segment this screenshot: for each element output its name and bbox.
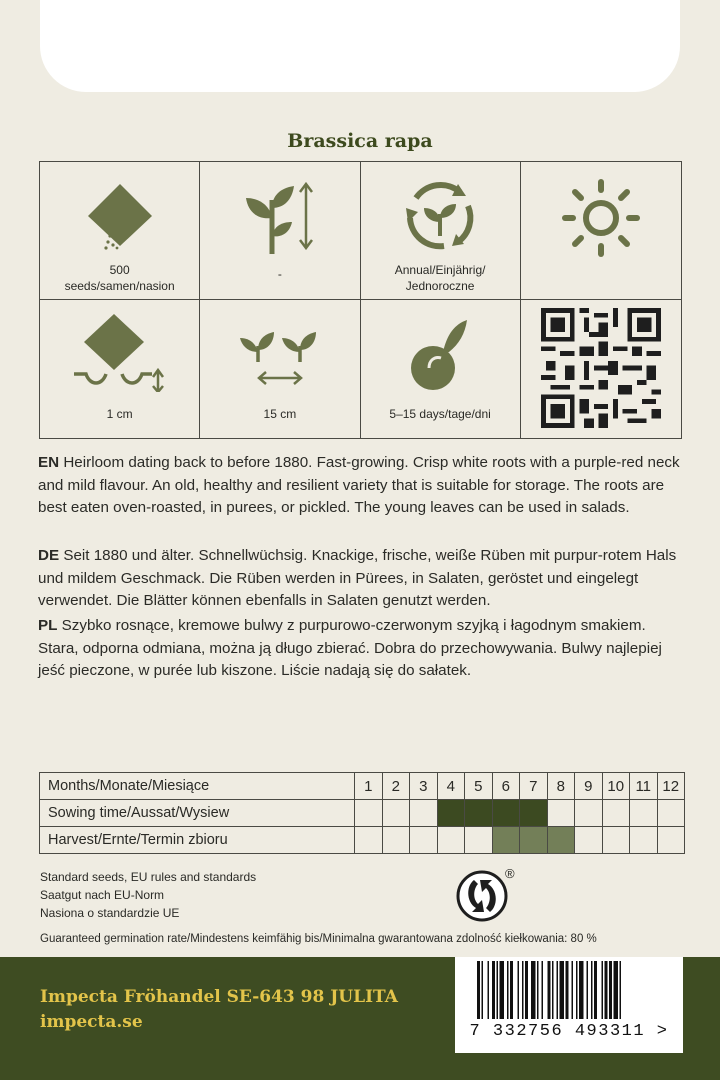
sowing-cell [602, 800, 630, 827]
plant-spacing-cell [200, 300, 360, 438]
harvest-cell [355, 827, 383, 854]
sowing-depth-icon [72, 312, 168, 392]
plant-height-caption: - [277, 267, 282, 281]
lang-code-en: EN [38, 454, 60, 471]
lang-code-de: DE [38, 547, 60, 564]
harvest-cell-active [492, 827, 520, 854]
description-de [38, 545, 688, 613]
sowing-depth-caption: 1 cm [106, 407, 133, 421]
hang-tab-cutout [40, 0, 680, 92]
full-sun-icon [561, 178, 641, 258]
description-pl [38, 615, 688, 683]
harvest-cell [630, 827, 658, 854]
sowing-cell [410, 800, 438, 827]
month-7: 7 [520, 773, 548, 800]
life-cycle-cell [361, 162, 521, 300]
seed-packet-icon [80, 184, 160, 254]
germination-sprout-icon [405, 316, 475, 392]
icon-grid [39, 161, 682, 439]
description-en [38, 452, 688, 520]
sowing-cell [575, 800, 603, 827]
month-5: 5 [465, 773, 493, 800]
plant-height-cell [200, 162, 360, 300]
standard-line-en: Standard seeds, EU rules and standards [40, 870, 257, 884]
barcode-number: 7 332756 493311 > [469, 1022, 669, 1041]
harvest-cell [465, 827, 493, 854]
description-de-text: Seit 1880 und älter. Schnellwüchsig. Knackige, frische, weiße Rüben mit purpur-rotem Hals und mildem Geschmack. Die Rüben werden in Pürees, in Salaten, geröstet und eingelegt verwendet. Die Blätter können ebenfalls in Salaten genutzt werden. [38, 547, 677, 609]
company-name: Impecta Fröhandel SE-643 98 JULITA [40, 987, 398, 1007]
sowing-cell [630, 800, 658, 827]
sowing-cell-active [520, 800, 548, 827]
description-pl-text: Szybko rosnące, kremowe bulwy z purpurowo-czerwonym szyjką i łagodnym smakiem. Stara, odporna odmiana, można ją długo zbierać. Dobra do przechowywania. Bulwy najlepiej jeść pieczone, w purée lub kiszone. Liście nadają się do sałatek. [38, 617, 662, 679]
sun-cell [521, 162, 681, 300]
plant-height-icon [240, 180, 320, 254]
qr-cell [521, 300, 681, 438]
month-9: 9 [575, 773, 603, 800]
harvest-cell [602, 827, 630, 854]
registered-mark: ® [505, 866, 515, 881]
germination-cell [361, 300, 521, 438]
annual-cycle-icon [402, 178, 478, 254]
calendar-header-label: Months/Monate/Miesiące [40, 773, 355, 800]
harvest-cell-active [520, 827, 548, 854]
harvest-cell [382, 827, 410, 854]
harvest-cell [410, 827, 438, 854]
qr-code-icon [541, 308, 661, 428]
month-8: 8 [547, 773, 575, 800]
sowing-cell [355, 800, 383, 827]
company-website: impecta.se [40, 1012, 143, 1032]
species-name: Brassica rapa [287, 130, 433, 152]
sowing-cell [547, 800, 575, 827]
description-en-text: Heirloom dating back to before 1880. Fast-growing. Crisp white roots with a purple-red neck and mild flavour. An old, healthy and resilient variety that is suitable for storage. The roots are best eaten oven-roasted, in purees, or pickled. The young leaves can be used in salads. [38, 454, 680, 516]
germination-rate: Guaranteed germination rate/Mindestens keimfähig bis/Minimalna gwarantowana zdolność kiełkowania: 80 % [40, 933, 597, 945]
lang-code-pl: PL [38, 617, 58, 634]
month-11: 11 [630, 773, 658, 800]
barcode [455, 957, 683, 1053]
standard-line-pl: Nasiona o standardzie UE [40, 906, 180, 920]
sowing-row-label: Sowing time/Aussat/Wysiew [40, 800, 355, 827]
germination-caption: 5–15 days/tage/dni [389, 407, 491, 421]
seed-count-cell [40, 162, 200, 300]
standard-line-de: Saatgut nach EU-Norm [40, 888, 165, 902]
plant-spacing-icon [238, 328, 322, 388]
sowing-cell-active [437, 800, 465, 827]
harvest-cell [437, 827, 465, 854]
month-1: 1 [355, 773, 383, 800]
company-address [40, 985, 398, 1035]
calendar-header-row [40, 773, 685, 800]
sowing-cell [382, 800, 410, 827]
month-12: 12 [657, 773, 685, 800]
month-4: 4 [437, 773, 465, 800]
harvest-row-label: Harvest/Ernte/Termin zbioru [40, 827, 355, 854]
seed-count-caption: 500 seeds/samen/nasion [64, 263, 175, 293]
sowing-cell-active [492, 800, 520, 827]
month-6: 6 [492, 773, 520, 800]
plant-spacing-caption: 15 cm [263, 407, 297, 421]
month-3: 3 [410, 773, 438, 800]
seed-standards [40, 868, 256, 922]
sowing-cell-active [465, 800, 493, 827]
sowing-row [40, 800, 685, 827]
sowing-depth-cell [40, 300, 200, 438]
harvest-cell-active [547, 827, 575, 854]
month-2: 2 [382, 773, 410, 800]
harvest-row [40, 827, 685, 854]
life-cycle-caption: Annual/Einjährig/ Jednoroczne [394, 263, 486, 293]
harvest-cell [657, 827, 685, 854]
sowing-cell [657, 800, 685, 827]
sowing-calendar [39, 772, 685, 854]
month-10: 10 [602, 773, 630, 800]
harvest-cell [575, 827, 603, 854]
